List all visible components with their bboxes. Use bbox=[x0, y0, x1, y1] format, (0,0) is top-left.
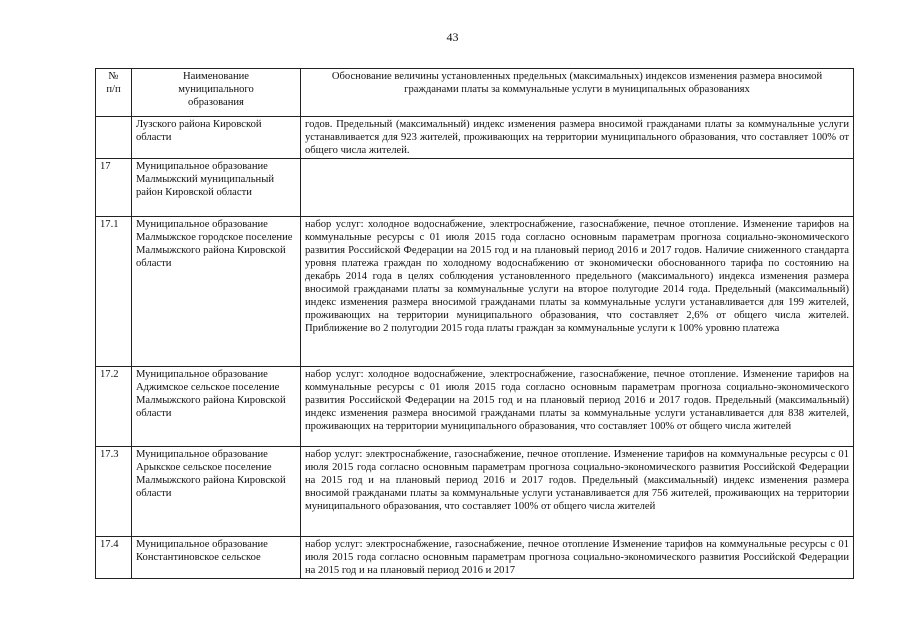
row-justification: набор услуг: электроснабжение, газоснабжение, печное отопление. Изменение тарифов на коммунальные ресурсы с 01 июля 2015 года согласно основным параметрам прогноза социально-экономического развития Российской Федерации на 2015 год и на плановый период 2016 и 2017 годов. Предельный (максимальный) индекс изменения размера вносимой гражданами платы за коммунальные услуги устанавливается для 756 жителей, проживающих на территории муниципального образования, что составляет 100% от общего числа жителей bbox=[301, 447, 854, 537]
row-number bbox=[96, 117, 132, 159]
table-row bbox=[96, 447, 854, 537]
header-number: № п/п bbox=[96, 69, 132, 117]
row-number: 17.1 bbox=[96, 217, 132, 367]
row-municipality-name: Муниципальное образование Константиновское сельское bbox=[132, 537, 301, 579]
row-municipality-name: Муниципальное образование Малмыжский муниципальный район Кировской области bbox=[132, 159, 301, 217]
row-municipality-name: Муниципальное образование Аджимское сельское поселение Малмыжского района Кировской области bbox=[132, 367, 301, 447]
row-municipality-name: Лузского района Кировской области bbox=[132, 117, 301, 159]
header-municipality-name: Наименование муниципального образования bbox=[132, 69, 301, 117]
row-justification: набор услуг: холодное водоснабжение, электроснабжение, газоснабжение, печное отопление. Изменение тарифов на коммунальные ресурсы с 01 июля 2015 года согласно основным параметрам прогноза социально-экономического развития Российской Федерации на 2015 год и на плановый период 2016 и 2017 годов. Предельный (максимальный) индекс изменения размера вносимой гражданами платы за коммунальные услуги устанавливается для 838 жителей, проживающих на территории муниципального образования, что составляет 100% от общего числа жителей bbox=[301, 367, 854, 447]
row-justification: набор услуг: электроснабжение, газоснабжение, печное отопление Изменение тарифов на коммунальные ресурсы с 01 июля 2015 года согласно основным параметрам прогноза социально-экономического развития Российской Федерации на 2015 год и на плановый период 2016 и 2017 bbox=[301, 537, 854, 579]
table-row bbox=[96, 117, 854, 159]
row-municipality-name: Муниципальное образование Малмыжское городское поселение Малмыжского района Кировской области bbox=[132, 217, 301, 367]
table-header-row bbox=[96, 69, 854, 117]
table-row bbox=[96, 159, 854, 217]
row-justification: годов. Предельный (максимальный) индекс изменения размера вносимой гражданами платы за коммунальные услуги устанавливается для 923 жителей, проживающих на территории муниципального образования, что составляет 100% от общего числа жителей. bbox=[301, 117, 854, 159]
row-justification bbox=[301, 159, 854, 217]
page-number: 43 bbox=[446, 30, 459, 44]
row-municipality-name: Муниципальное образование Арыкское сельское поселение Малмыжского района Кировской области bbox=[132, 447, 301, 537]
row-justification: набор услуг: холодное водоснабжение, электроснабжение, газоснабжение, печное отопление. Изменение тарифов на коммунальные ресурсы с 01 июля 2015 года согласно основным параметрам прогноза социально-экономического развития Российской Федерации на 2015 год и на плановый период 2016 и 2017 годов. Наличие сниженного стандарта уровня платежа граждан по холодному водоснабжению от экономически обоснованного тарифа по состоянию на декабрь 2014 года в целях соблюдения установленного предельного (максимального) индекса изменения размера вносимой гражданами платы за коммунальные услуги на второе полугодие 2014 года. Предельный (максимальный) индекс изменения размера вносимой гражданами платы за коммунальные услуги устанавливается для 199 жителей, проживающих на территории муниципального образования, что составляет 2,6% от общего числа жителей. Приближение во 2 полугодии 2015 года платы граждан за коммунальные услуги к 100% уровню платежа bbox=[301, 217, 854, 367]
tariff-justification-table bbox=[95, 68, 854, 579]
row-number: 17.3 bbox=[96, 447, 132, 537]
header-justification: Обоснование величины установленных предельных (максимальных) индексов изменения размера вносимой гражданами платы за коммунальные услуги в муниципальных образованиях bbox=[301, 69, 854, 117]
table-row bbox=[96, 537, 854, 579]
row-number: 17.2 bbox=[96, 367, 132, 447]
table-row bbox=[96, 367, 854, 447]
row-number: 17 bbox=[96, 159, 132, 217]
table-row bbox=[96, 217, 854, 367]
row-number: 17.4 bbox=[96, 537, 132, 579]
